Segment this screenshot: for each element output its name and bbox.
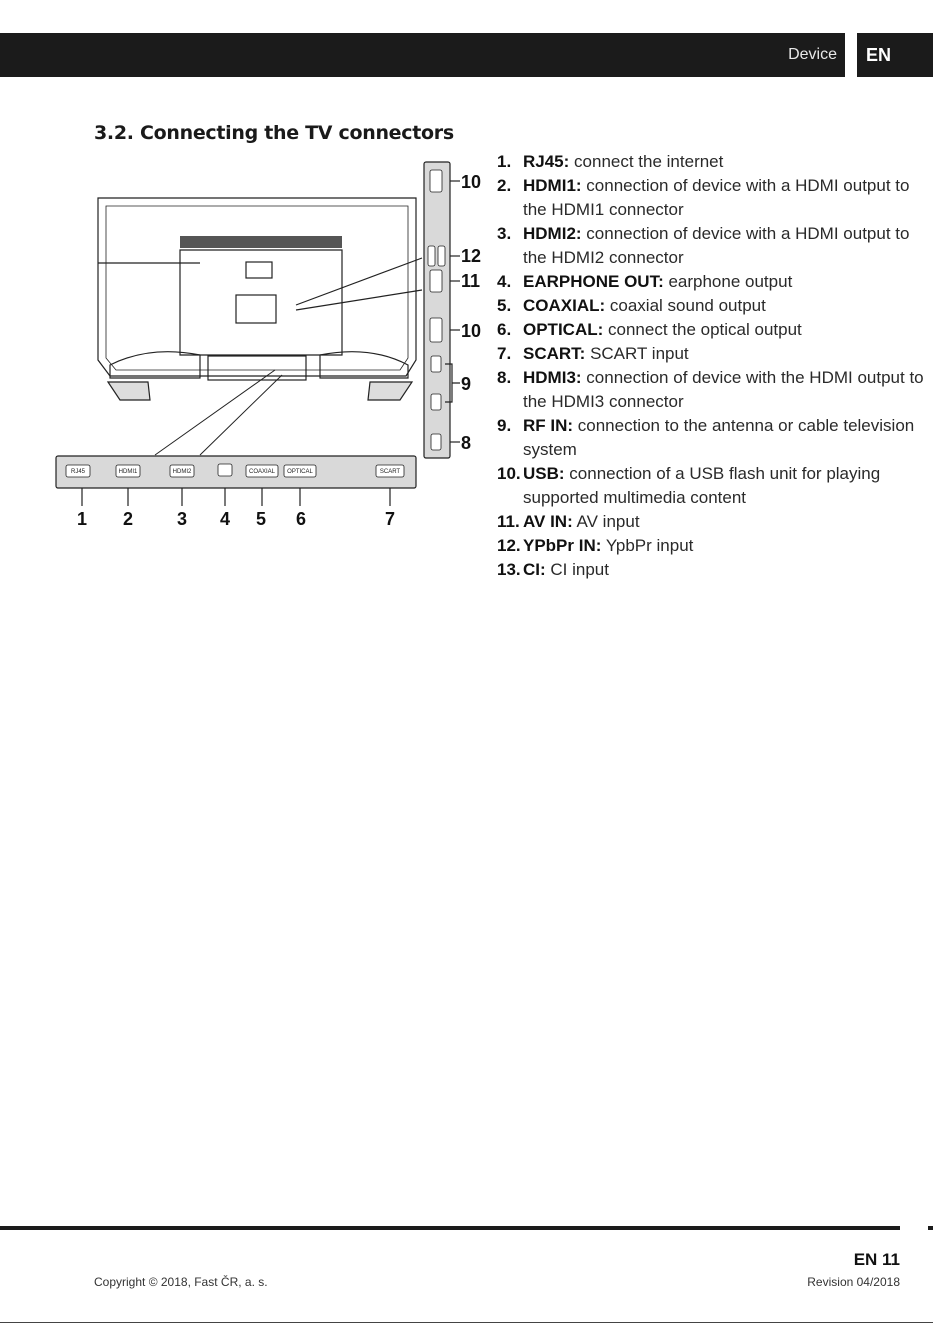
bottom-number-7: 7 [384, 509, 396, 529]
item-number: 12. [497, 536, 521, 555]
panel-label-rj45: RJ45 [70, 469, 86, 475]
item-description: YpbPr input [601, 536, 694, 555]
item-number: 3. [497, 224, 512, 243]
header-section-title: Device [788, 46, 837, 63]
side-number-11: 11 [461, 271, 481, 291]
list-item [497, 318, 927, 342]
connector-list [497, 150, 927, 582]
side-number-12: 12 [461, 246, 482, 266]
side-number-10a: 10 [461, 172, 482, 192]
bottom-border [0, 1322, 933, 1323]
item-name: EARPHONE OUT: [523, 272, 664, 291]
language-badge: EN [857, 33, 933, 77]
item-name: OPTICAL: [523, 320, 604, 339]
item-name: HDMI1: [523, 176, 582, 195]
page-number: EN 11 [853, 1250, 900, 1269]
item-number: 11. [497, 512, 520, 531]
bottom-number-6: 6 [295, 509, 307, 529]
item-name: CI: [523, 560, 546, 579]
item-number: 2. [497, 176, 512, 195]
bottom-number-2: 2 [122, 509, 134, 529]
callout-lines [155, 370, 282, 455]
bottom-number-1: 1 [76, 509, 88, 529]
item-description: connect the optical output [603, 320, 802, 339]
item-name: USB: [523, 464, 565, 483]
item-number: 1. [497, 152, 512, 171]
list-item [497, 222, 927, 270]
item-description: connection to the antenna or cable television system [523, 416, 915, 459]
item-description: connection of device with a HDMI output to the HDMI1 connector [523, 176, 910, 219]
list-item [497, 510, 927, 534]
list-item [497, 270, 927, 294]
item-description: earphone output [663, 272, 793, 291]
item-number: 5. [497, 296, 512, 315]
panel-label-scart: SCART [379, 469, 401, 475]
item-description: SCART input [585, 344, 689, 363]
item-name: YPbPr IN: [523, 536, 602, 555]
tv-back-illustration [98, 198, 422, 400]
list-item [497, 534, 927, 558]
item-description: connect the internet [569, 152, 724, 171]
copyright-text: Copyright © 2018, Fast ČR, a. s. [94, 1275, 268, 1289]
tv-connector-diagram [50, 150, 490, 540]
panel-label-hdmi2: HDMI2 [172, 469, 192, 475]
list-item [497, 414, 927, 462]
panel-label-coaxial: COAXIAL [248, 469, 276, 475]
list-item [497, 366, 927, 414]
item-name: COAXIAL: [523, 296, 606, 315]
item-description: connection of device with a HDMI output to the HDMI2 connector [523, 224, 910, 267]
list-item [497, 294, 927, 318]
item-name: AV IN: [523, 512, 573, 531]
header-bar [0, 33, 845, 77]
side-number-9: 9 [461, 374, 472, 394]
item-name: RF IN: [523, 416, 574, 435]
list-item [497, 558, 927, 582]
item-name: SCART: [523, 344, 586, 363]
section-title: 3.2. Connecting the TV connectors [94, 122, 454, 144]
item-name: HDMI3: [523, 368, 582, 387]
item-number: 10. [497, 464, 521, 483]
item-number: 7. [497, 344, 512, 363]
side-number-8: 8 [461, 433, 472, 453]
side-number-10b: 10 [461, 321, 482, 341]
list-item [497, 174, 927, 222]
bottom-connector-panel [56, 456, 416, 529]
item-number: 6. [497, 320, 512, 339]
item-description: CI input [545, 560, 609, 579]
panel-label-optical: OPTICAL [287, 469, 313, 475]
item-number: 13. [497, 560, 521, 579]
footer-divider-end [928, 1226, 933, 1230]
item-number: 4. [497, 272, 512, 291]
item-description: coaxial sound output [605, 296, 766, 315]
item-number: 8. [497, 368, 512, 387]
item-description: connection of a USB flash unit for playing supported multimedia content [523, 464, 881, 507]
side-connector-panel [424, 162, 481, 458]
item-name: HDMI2: [523, 224, 582, 243]
list-item [497, 342, 927, 366]
revision-text: Revision 04/2018 [807, 1275, 900, 1289]
item-description: AV input [572, 512, 640, 531]
item-number: 9. [497, 416, 512, 435]
list-item [497, 150, 927, 174]
list-item [497, 462, 927, 510]
bottom-number-3: 3 [176, 509, 188, 529]
bottom-number-5: 5 [255, 509, 267, 529]
item-description: connection of device with the HDMI output to the HDMI3 connector [523, 368, 924, 411]
footer-divider [0, 1226, 900, 1230]
panel-label-hdmi1: HDMI1 [118, 469, 138, 475]
item-name: RJ45: [523, 152, 570, 171]
bottom-number-4: 4 [219, 509, 231, 529]
